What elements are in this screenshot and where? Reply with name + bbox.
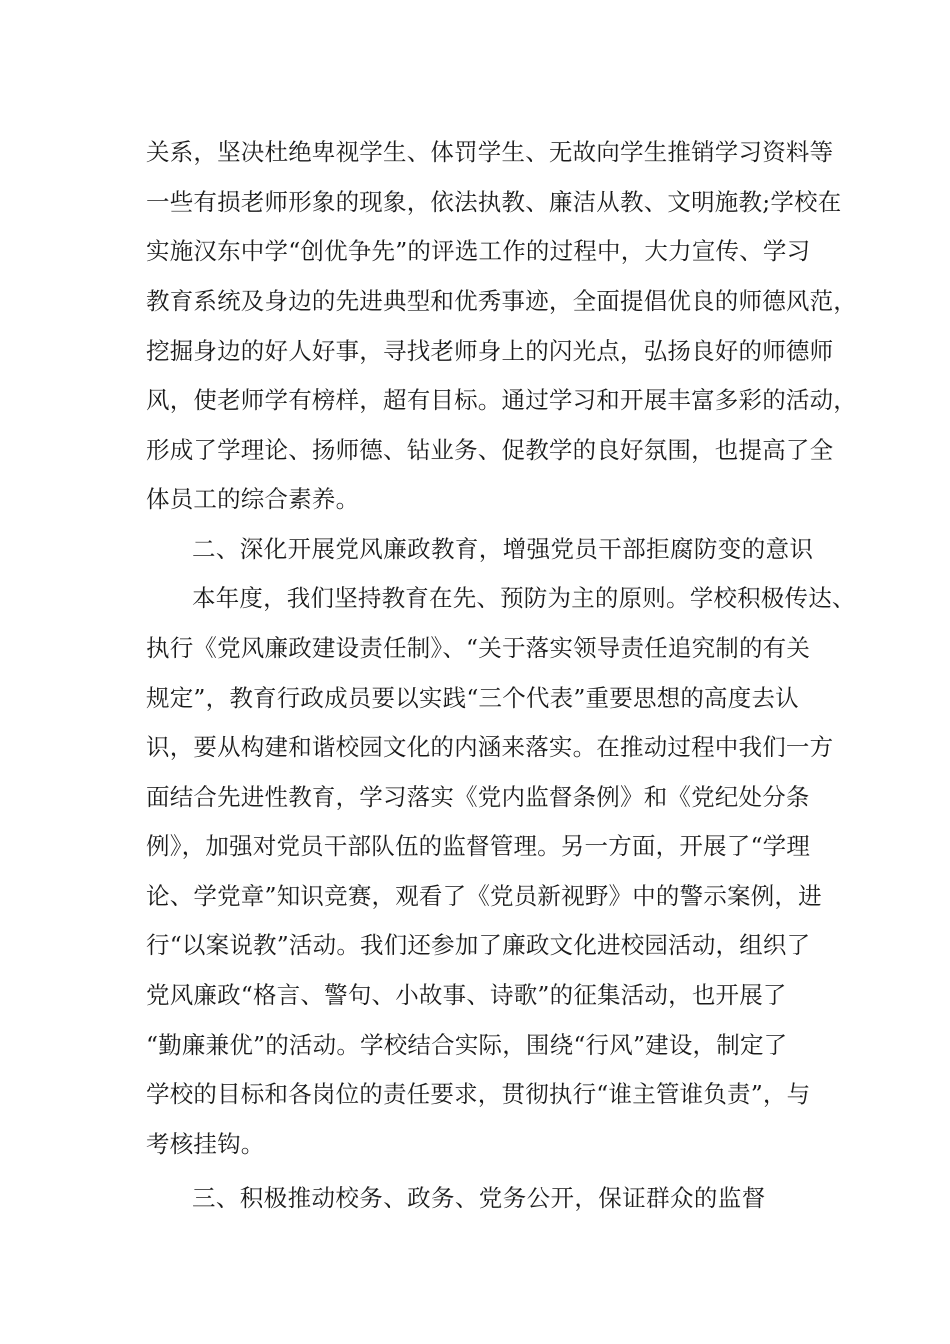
paragraph-line: 学校的目标和各岗位的责任要求，贯彻执行“谁主管谁负责”，与 — [146, 1080, 811, 1108]
paragraph-line: 论、学党章”知识竞赛，观看了《党员新视野》中的警示案例，进 — [146, 882, 822, 910]
paragraph-line: 本年度，我们坚持教育在先、预防为主的原则。学校积极传达、 — [192, 584, 856, 612]
paragraph-line: 体员工的综合素养。 — [146, 485, 360, 513]
section-heading: 二、深化开展党风廉政教育，增强党员干部拒腐防变的意识 — [192, 535, 814, 563]
paragraph-line: 识，要从构建和谐校园文化的内涵来落实。在推动过程中我们一方 — [146, 733, 834, 761]
paragraph-line: 面结合先进性教育，学习落实《党内监督条例》和《党纪处分条 — [146, 783, 810, 811]
paragraph-line: 形成了学理论、扬师德、钻业务、促教学的良好氛围，也提高了全 — [146, 436, 834, 464]
section-heading: 三、积极推动校务、政务、党务公开，保证群众的监督 — [192, 1184, 766, 1212]
paragraph-line: 行“以案说教”活动。我们还参加了廉政文化进校园活动，组织了 — [146, 931, 811, 959]
paragraph-line: 执行《党风廉政建设责任制》、“关于落实领导责任追究制的有关 — [146, 634, 811, 662]
paragraph-line: 一些有损老师形象的现象，依法执教、廉洁从教、文明施教;学校在 — [146, 188, 842, 216]
paragraph-line: 挖掘身边的好人好事，寻找老师身上的闪光点，弘扬良好的师德师 — [146, 337, 834, 365]
paragraph-line: 例》，加强对党员干部队伍的监督管理。另一方面，开展了“学理 — [146, 832, 811, 860]
paragraph-line: 教育系统及身边的先进典型和优秀事迹，全面提倡优良的师德风范， — [146, 287, 857, 315]
paragraph-line: 实施汉东中学“创优争先”的评选工作的过程中，大力宣传、学习 — [146, 237, 811, 265]
paragraph-line: “勤廉兼优”的活动。学校结合实际，围绕“行风”建设，制定了 — [146, 1031, 788, 1059]
paragraph-line: 规定”，教育行政成员要以实践“三个代表”重要思想的高度去认 — [146, 684, 799, 712]
paragraph-line: 考核挂钩。 — [146, 1130, 265, 1158]
paragraph-line: 党风廉政“格言、警句、小故事、诗歌”的征集活动，也开展了 — [146, 981, 787, 1009]
paragraph-line: 关系，坚决杜绝卑视学生、体罚学生、无故向学生推销学习资料等 — [146, 138, 834, 166]
paragraph-line: 风，使老师学有榜样，超有目标。通过学习和开展丰富多彩的活动， — [146, 386, 857, 414]
